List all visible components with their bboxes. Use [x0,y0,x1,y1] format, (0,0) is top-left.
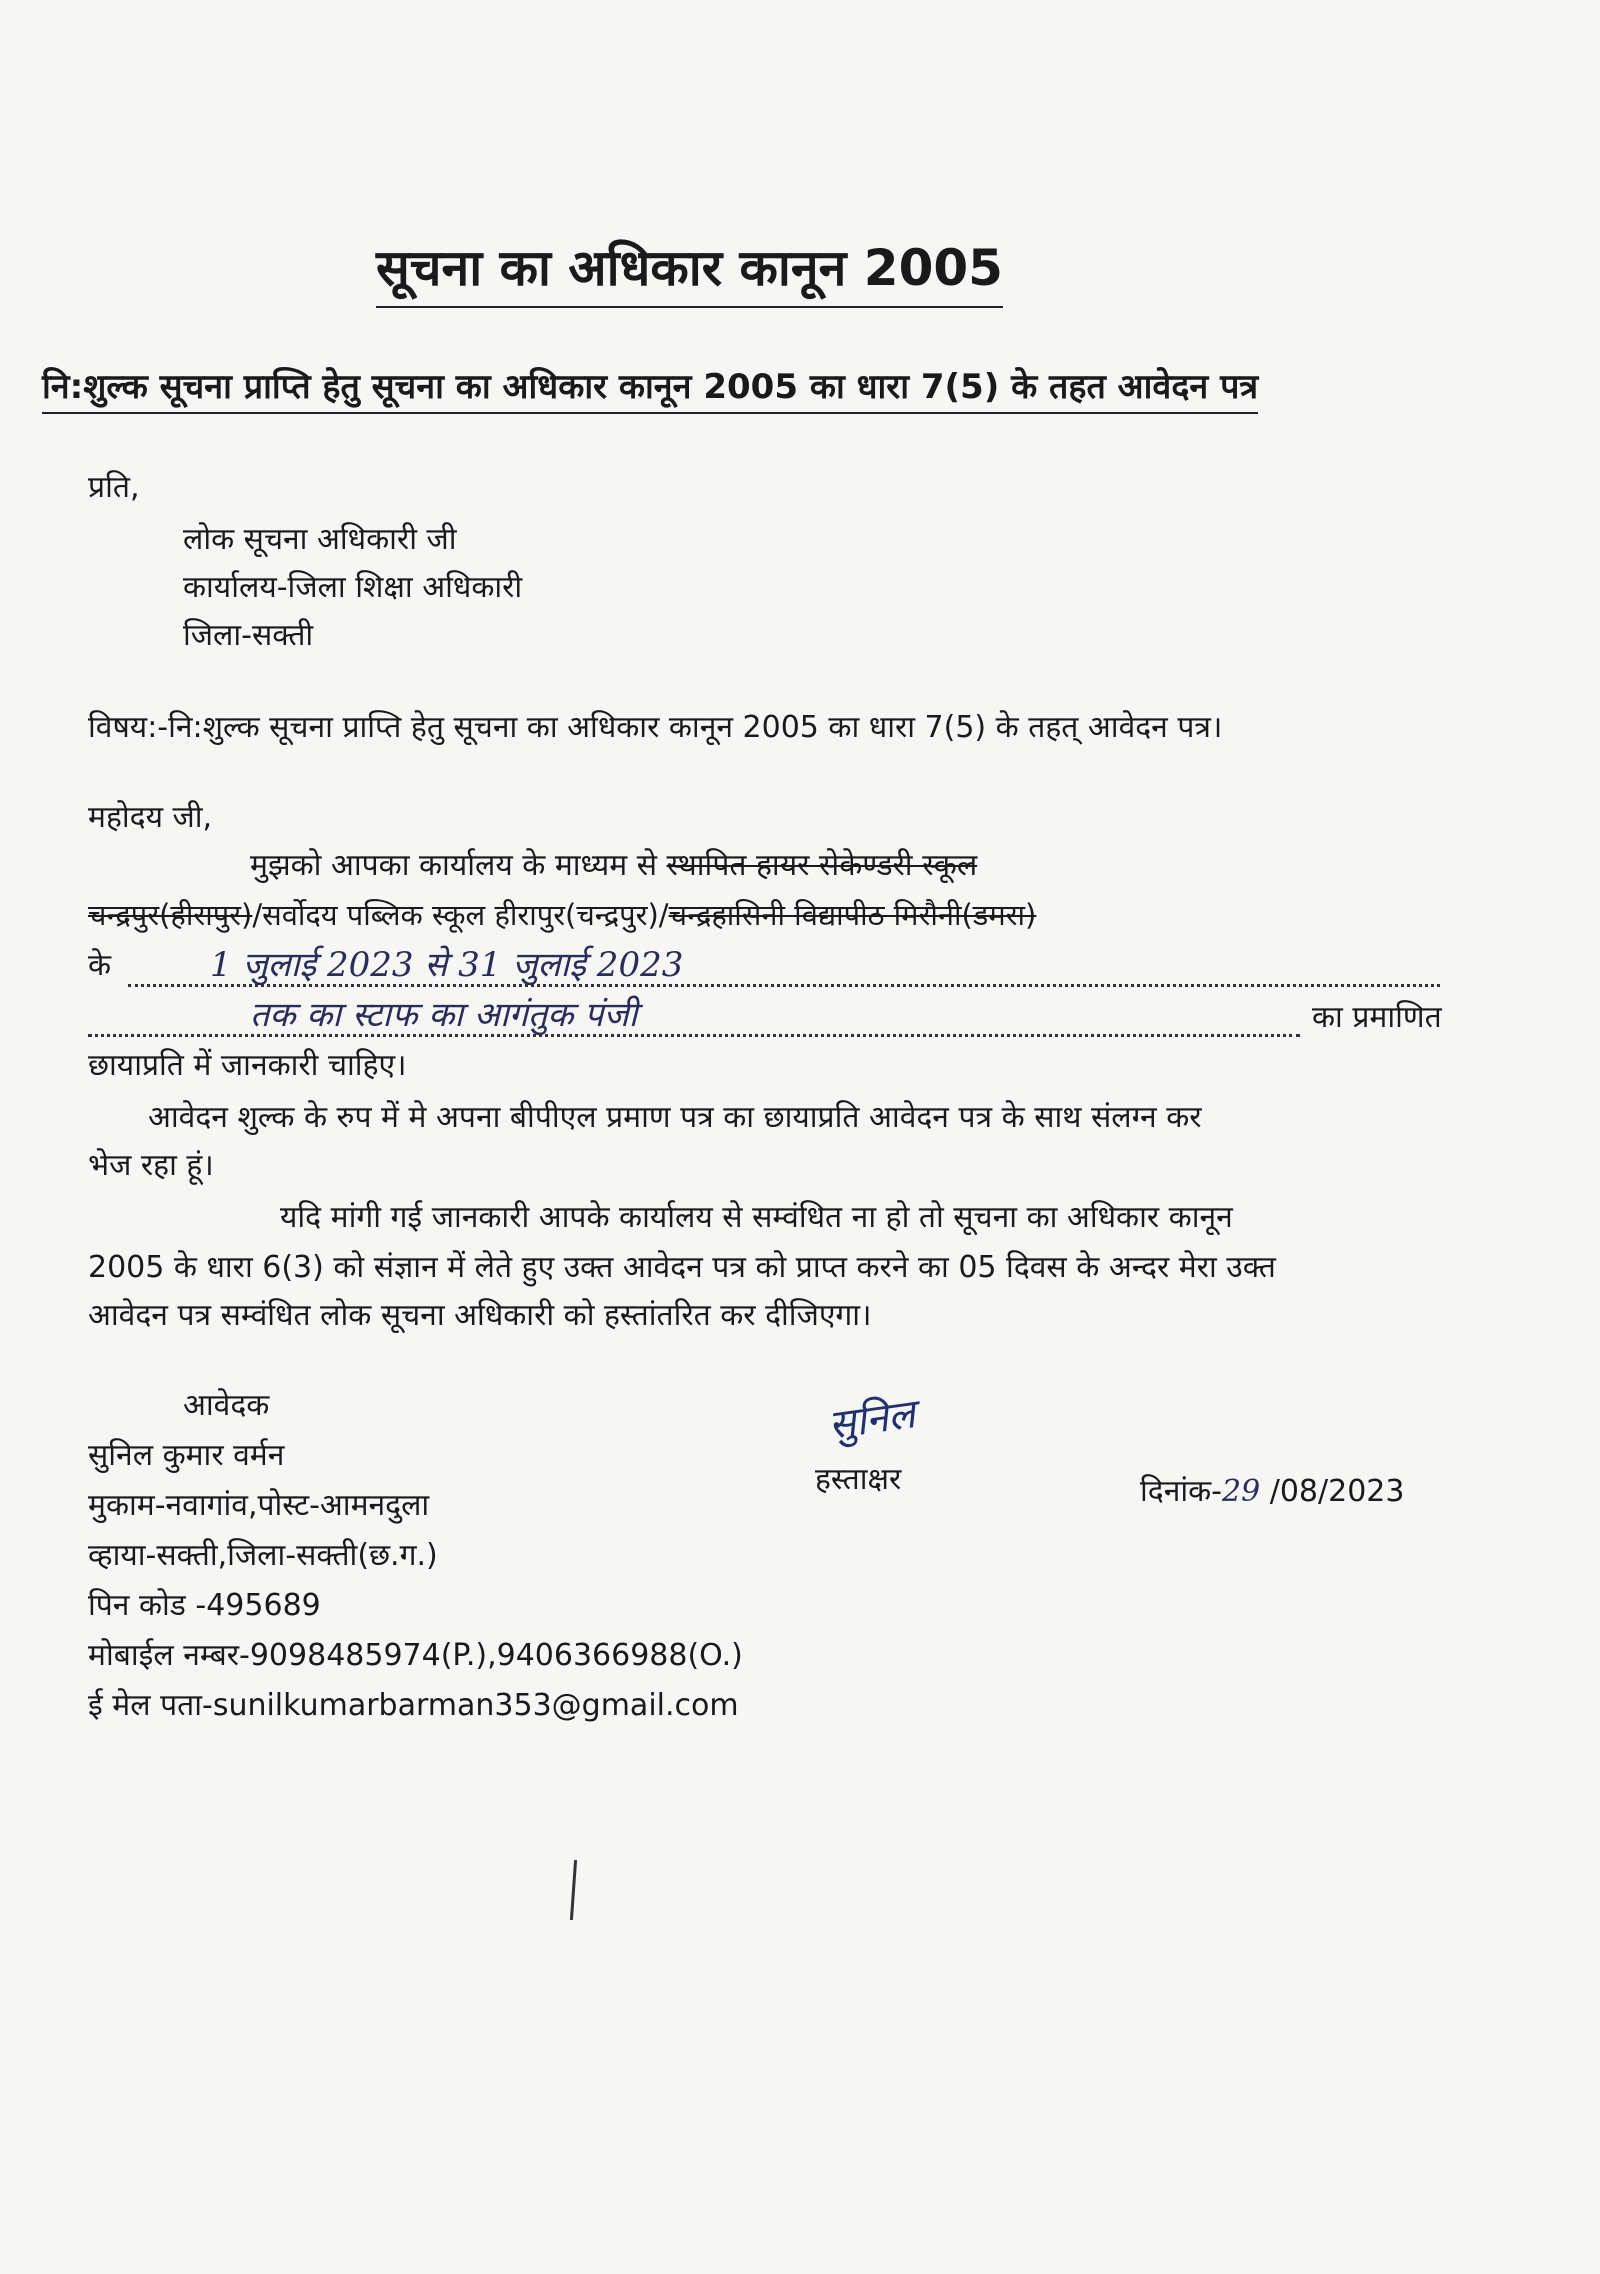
para3-line3: आवेदन पत्र सम्वंधित लोक सूचना अधिकारी को हस्तांतरित कर दीजिएगा। [88,1298,872,1333]
applicant-address-2: व्हाया-सक्ती,जिला-सक्ती(छ.ग.) [88,1538,438,1573]
recipient-prefix: प्रति, [88,470,140,505]
date-prefix: दिनांक- [1140,1474,1222,1509]
para3-line1: यदि मांगी गई जानकारी आपके कार्यालय से सम्वंधित ना हो तो सूचना का अधिकार कानून [280,1200,1233,1235]
signature-label: हस्ताक्षर [815,1462,902,1497]
handwritten-signature: सुनिल [825,1391,918,1449]
recipient-line-3: जिला-सक्ती [183,618,314,653]
date-line [1140,1474,1404,1510]
handwritten-period: 1 जुलाई 2023 से 31 जुलाई 2023 [210,945,684,985]
struck-school-1: स्थापित हायर सेकेण्डरी स्कूल [666,848,978,883]
date-day: 29 [1222,1474,1261,1509]
certified-label: का प्रमाणित [1312,1000,1442,1035]
para1-start: मुझको आपका कार्यालय के माध्यम से [250,848,657,883]
date-rest: /08/2023 [1260,1474,1405,1509]
para1-end: छायाप्रति में जानकारी चाहिए। [88,1048,407,1083]
applicant-mobile: मोबाईल नम्बर-9098485974(P.),9406366988(O.) [88,1638,743,1673]
applicant-pin: पिन कोड -495689 [88,1588,321,1623]
para2-line1: आवेदन शुल्क के रुप में मे अपना बीपीएल प्रमाण पत्र का छायाप्रति आवेदन पत्र के साथ संलग्न कर [148,1100,1202,1135]
struck-school-2: चन्द्रपुर(हीरापुर) [88,898,253,932]
para1-line2 [88,898,1036,933]
para1-line1 [250,848,977,884]
para3-line2: 2005 के धारा 6(3) को संज्ञान में लेते हुए उक्त आवेदन पत्र को प्राप्त करने का 05 दिवस के अन्दर मेरा उक्त [88,1250,1276,1285]
recipient-line-2: कार्यालय-जिला शिक्षा अधिकारी [183,570,523,605]
stray-pen-mark [570,1860,577,1920]
subject-line: विषय:-नि:शुल्क सूचना प्राप्ति हेतु सूचना का अधिकार कानून 2005 का धारा 7(5) के तहत् आवेदन पत्र। [88,710,1223,745]
selected-school: /सर्वोदय पब्लिक स्कूल हीरापुर(चन्द्रपुर)/ [252,898,669,932]
applicant-heading: आवेदक [183,1388,270,1423]
para2-line2: भेज रहा हूं। [88,1148,214,1183]
handwritten-record: तक का स्टाफ का आगंतुक पंजी [250,995,638,1035]
ke-label: के [88,948,112,983]
document-title: सूचना का अधिकार कानून 2005 [376,232,1003,308]
struck-school-3: चन्द्रहासिनी विद्यापीठ मिरौनी(डमरा) [668,898,1037,932]
applicant-address-1: मुकाम-नवागांव,पोस्ट-आमनदुला [88,1488,430,1523]
recipient-line-1: लोक सूचना अधिकारी जी [183,522,457,557]
salutation: महोदय जी, [88,800,213,835]
applicant-email: ई मेल पता-sunilkumarbarman353@gmail.com [88,1688,739,1723]
applicant-name: सुनिल कुमार वर्मन [88,1438,285,1473]
document-subtitle: नि:शुल्क सूचना प्राप्ति हेतु सूचना का अधिकार कानून 2005 का धारा 7(5) के तहत आवेदन पत्र [42,362,1258,414]
